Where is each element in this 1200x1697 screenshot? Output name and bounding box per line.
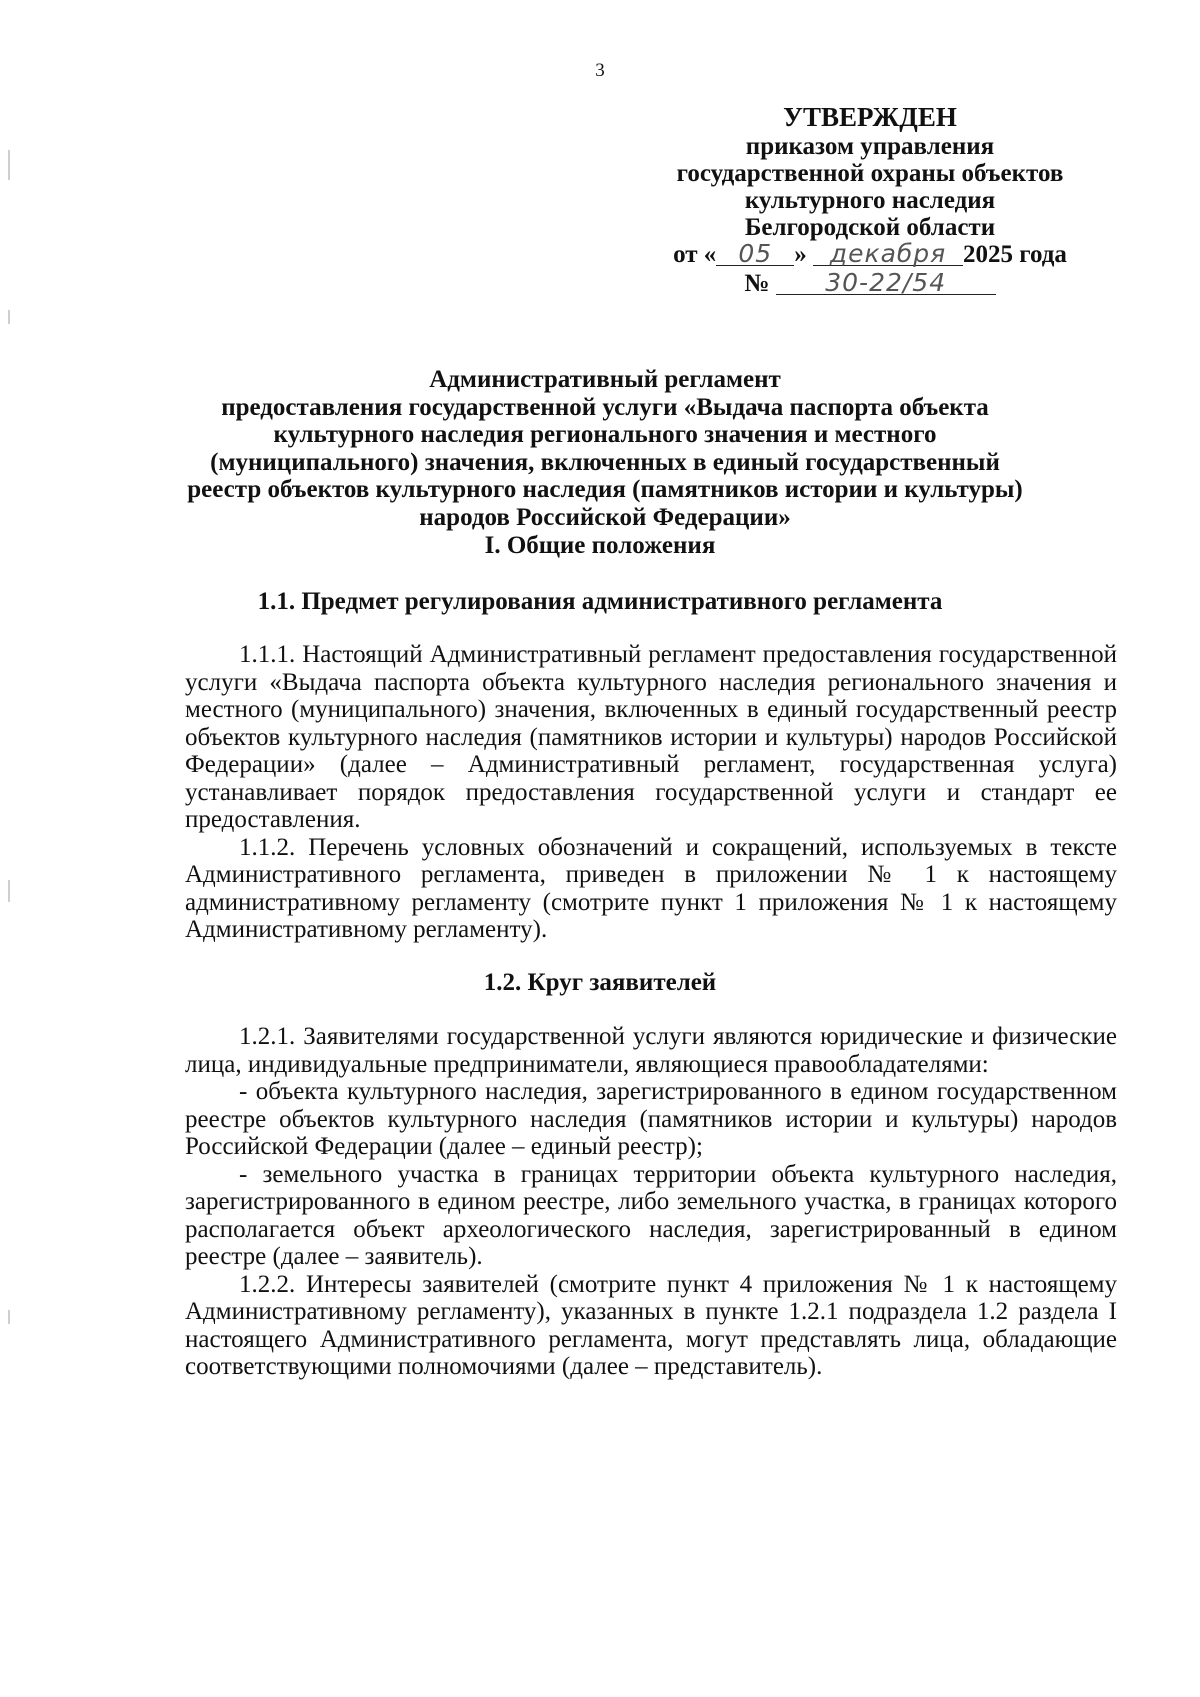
paragraph: 1.1.2. Перечень условных обозначений и сокращений, используемых в тексте Административного регламента, приведен в приложении № 1 к настоящему административному регламенту (смотрите пункт 1 приложения № 1 к настоящему Административному регламенту). — [185, 833, 1117, 943]
paragraph: 1.2.1. Заявителями государственной услуги являются юридические и физические лица, индивидуальные предприниматели, являющиеся правообладателями: — [185, 1023, 1117, 1078]
scan-artifact — [8, 150, 10, 180]
date-day-handwritten: 05 — [716, 243, 794, 266]
approval-line: культурного наследия — [744, 187, 996, 214]
date-prefix: от « — [673, 241, 717, 268]
scan-artifact — [8, 880, 10, 902]
date-mid: » — [794, 241, 807, 268]
title-line2: предоставления государственной услуги «Выдача паспорта объекта культурного наследия регионального значения и местного (муниципального) значения, включенных в единый государственный реестр объектов культурного наследия (памятников истории и культуры) народов Российской Федерации» — [187, 393, 1023, 531]
subsection-1-2-body — [185, 1023, 1117, 1381]
approval-date — [640, 241, 1100, 268]
paragraph: 1.2.2. Интересы заявителей (смотрите пункт 4 приложения № 1 к настоящему Административному регламенту), указанных в пункте 1.2.1 подраздела 1.2 раздела I настоящего Административного регламента, могут представлять лица, обладающие соответствующими полномочиями (далее – представитель). — [185, 1270, 1117, 1380]
date-month-handwritten: декабря — [813, 243, 963, 266]
scan-artifact — [8, 1310, 10, 1324]
approval-number — [640, 270, 1100, 297]
approval-line: приказом управления — [745, 133, 995, 160]
approval-line: Белгородской области — [744, 214, 996, 241]
subsection-1-1-body — [185, 641, 1117, 944]
approval-heading: УТВЕРЖДЕН — [783, 102, 957, 132]
approval-line: государственной охраны объектов — [676, 160, 1064, 187]
list-item: - объекта культурного наследия, зарегистрированного в едином государственном реестре объектов культурного наследия (памятников истории и культуры) народов Российской Федерации (далее – единый реестр); — [185, 1078, 1117, 1160]
list-item: - земельного участка в границах территории объекта культурного наследия, зарегистрированного в едином реестре, либо земельного участка, в границах которого располагается объект археологического наследия, зарегистрированный в едином реестре (далее – заявитель). — [185, 1160, 1117, 1270]
document-title — [180, 366, 1030, 532]
number-handwritten: 30-22/54 — [776, 272, 996, 295]
number-label: № — [744, 270, 770, 297]
scan-artifact — [8, 310, 10, 324]
date-suffix: 2025 года — [963, 241, 1067, 268]
page-number: 3 — [595, 60, 605, 81]
approval-stamp — [640, 104, 1100, 297]
subsection-heading: 1.1. Предмет регулирования административного регламента — [257, 588, 943, 615]
paragraph: 1.1.1. Настоящий Административный регламент предоставления государственной услуги «Выдача паспорта объекта культурного наследия регионального значения и местного (муниципального) значения, включенных в единый государственный реестр объектов культурного наследия (памятников истории и культуры) народов Российской Федерации» (далее – Административный регламент, государственная услуга) устанавливает порядок предоставления государственной услуги и стандарт ее предоставления. — [185, 641, 1117, 833]
section-heading: I. Общие положения — [484, 532, 716, 559]
title-line1: Административный регламент — [429, 366, 781, 393]
subsection-heading: 1.2. Круг заявителей — [483, 969, 717, 996]
